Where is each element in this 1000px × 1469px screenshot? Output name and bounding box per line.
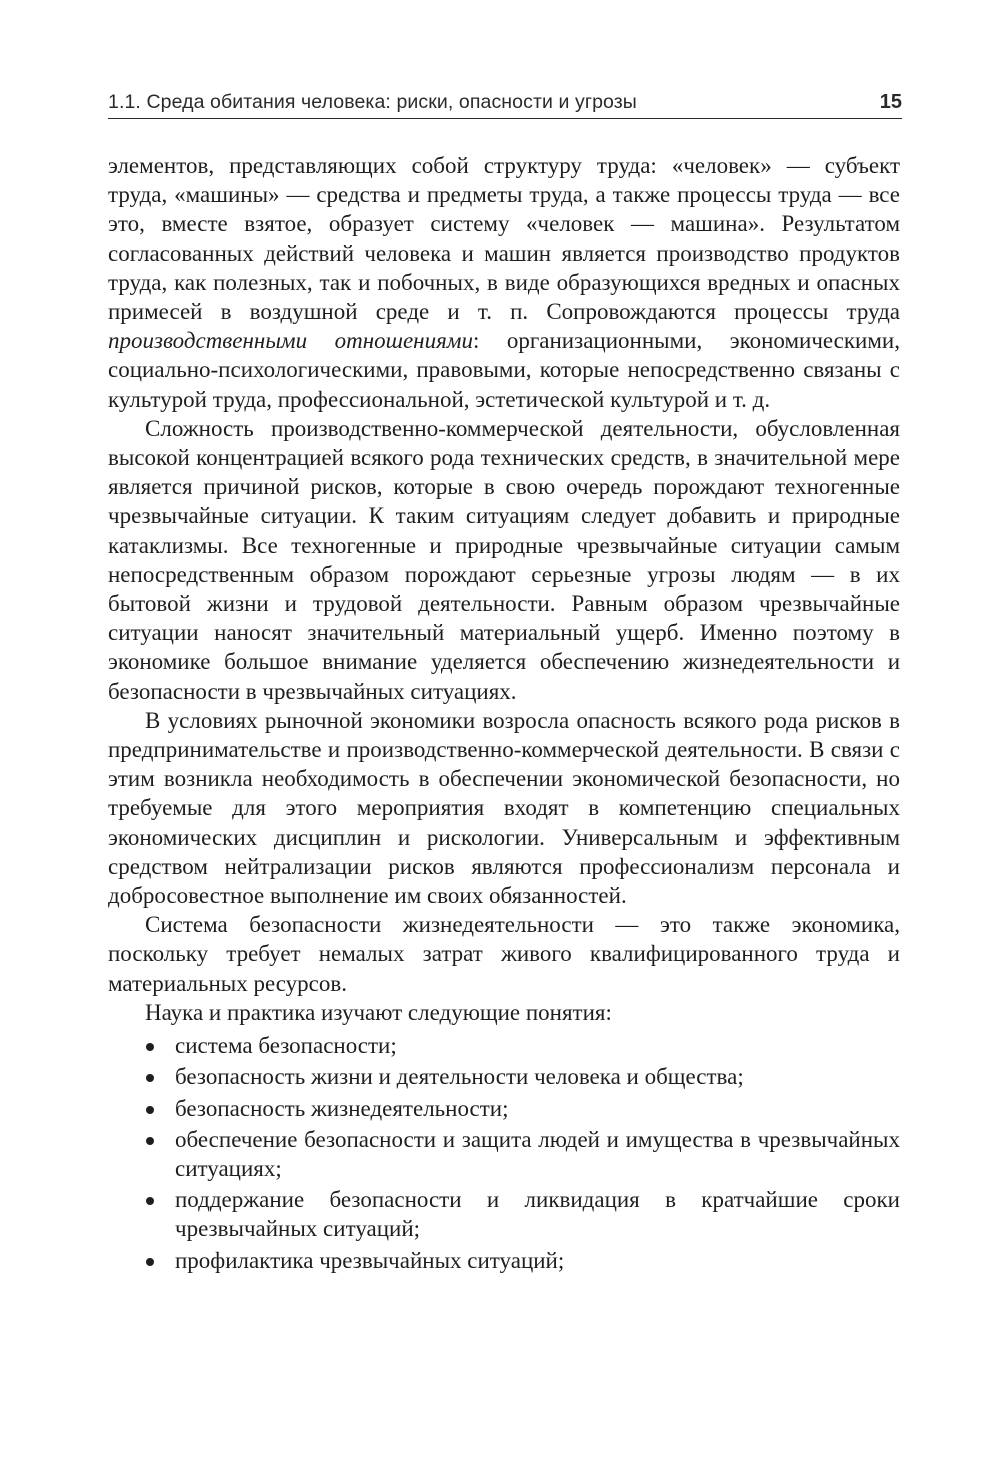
paragraph-4: Система безопасности жизнедеятельности — это также экономика, поскольку требует немалых затрат живого квалифицированного труда и материальных ресурсов.: [108, 912, 900, 996]
paragraph-2: Сложность производственно-коммерческой деятельности, обусловленная высокой концентрацией всякого рода технических средств, в значительной мере является причиной рисков, которые в свою очередь порождают техногенные чрезвычайные ситуации. К таким ситуациям следует добавить и природные катаклизмы. Все техногенные и природные чрезвычайные ситуации самым непосредственным образом порождают серьезные угрозы людям — в их бытовой жизни и трудовой деятельности. Равным образом чрезвычайные ситуации наносят значительный материальный ущерб. Именно поэтому в экономике большое внимание уделяется обеспечению жизнедеятельности и безопасности в чрезвычайных ситуациях.: [108, 415, 900, 704]
bullet-icon: [146, 1074, 154, 1082]
list-item: [108, 1125, 900, 1183]
paragraph-3: В условиях рыночной экономики возросла опасность всякого рода рисков в предпринимательстве и производственно-коммерческой деятельности. В связи с этим возникла необходимость в обеспечении экономической безопасности, но требуемые для этого мероприятия входят в компетенцию специальных экономических дисциплин и рискологии. Универсальным и эффективным средством нейтрализации рисков являются профессионализм персонала и добросовестное выполнение им своих обязанностей.: [108, 707, 900, 909]
bullet-icon: [146, 1043, 154, 1051]
concepts-list: [108, 1031, 900, 1275]
italic-term: производственными отношениями: [108, 328, 473, 354]
list-item-text: поддержание безопасности и ликвидация в кратчайшие сроки чрезвычайных ситуаций;: [175, 1187, 900, 1242]
list-item-text: безопасность жизнедеятельности;: [175, 1095, 509, 1121]
list-item-text: профилактика чрезвычайных ситуаций;: [175, 1247, 565, 1273]
list-item-text: безопасность жизни и деятельности человека и общества;: [175, 1064, 744, 1090]
list-item: [108, 1185, 900, 1243]
paragraph-5: Наука и практика изучают следующие понятия:: [145, 999, 612, 1025]
list-item: [108, 1062, 900, 1091]
list-item: [108, 1031, 900, 1060]
section-title: 1.1. Среда обитания человека: риски, опасности и угрозы: [108, 91, 637, 113]
paragraph-1-text-a: элементов, представляющих собой структуру труда: «человек» — субъект труда, «машины» — средства и предметы труда, а также процессы труда — все это, вместе взятое, образует систему «человек — машина». Результатом согласованных действий человека и машин является производство продуктов труда, как полезных, так и побочных, в виде образующихся вредных и опасных примесей в воздушной среде и т. п. Сопровождаются процессы труда: [108, 153, 900, 325]
list-item-text: система безопасности;: [175, 1033, 397, 1059]
list-item: [108, 1094, 900, 1123]
running-header: [108, 88, 902, 119]
bullet-icon: [146, 1137, 154, 1145]
body-text: [108, 151, 900, 1277]
bullet-icon: [146, 1258, 154, 1266]
bullet-icon: [146, 1197, 154, 1205]
page-number: 15: [879, 91, 902, 113]
paragraph-1-text-b: : организационными, экономическими, социально-психологическими, правовыми, которые непосредственно связаны с культурой труда, профессиональной, эстетической культурой и т. д.: [108, 328, 900, 412]
list-item: [108, 1246, 900, 1275]
paragraph-1: [108, 151, 900, 414]
list-item-text: обеспечение безопасности и защита людей и имущества в чрезвычайных ситуациях;: [175, 1126, 900, 1181]
bullet-icon: [146, 1106, 154, 1114]
